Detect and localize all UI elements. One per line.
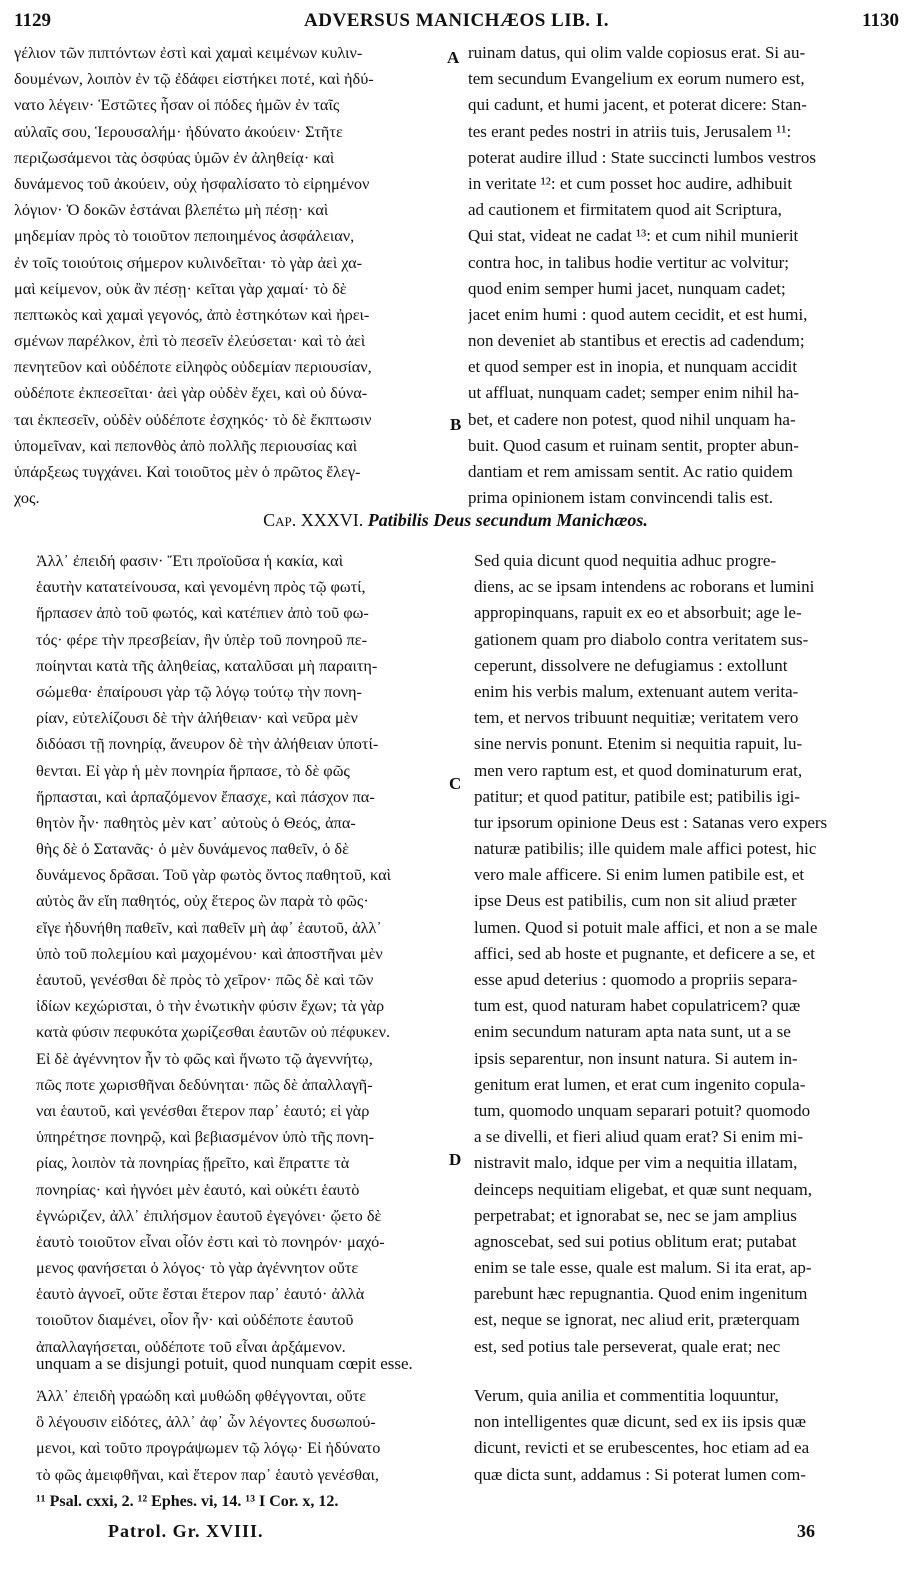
greek-text-line: ὑπὸ τοῦ πολεμίου καὶ μαχομένου· καὶ ἀποστῆναι μὲν	[36, 943, 383, 963]
greek-text-line: ἑαυτὸ ἀγνοεῖ, οὔτε ἔσται ἕτερον παρ᾽ ἑαυτό· ἀλλὰ	[36, 1284, 365, 1304]
latin-text-line: a se divelli, et fieri aliud quam erat? Si enim mi-	[474, 1127, 804, 1147]
greek-text-line: ἐγνώριζεν, ἀλλ᾽ ἐπιλήσμον ἑαυτοῦ ἐγεγόνει· ᾤετο δὲ	[36, 1205, 382, 1225]
greek-text-line: τὸ φῶς ἀμειφθῆναι, καὶ ἕτερον παρ᾽ ἑαυτὸ γενέσθαι,	[36, 1464, 379, 1484]
latin-text-line: tur ipsorum opinione Deus est : Satanas vero expers	[474, 812, 828, 832]
latin-text-line: non intelligentes quæ dicunt, sed ex iis ipsis quæ	[474, 1412, 806, 1432]
latin-text-line: sine nervis ponunt. Etenim si nequitia rapuit, lu-	[474, 734, 803, 754]
greek-text-line: δυνάμενος δρᾶσαι. Τοῦ γὰρ φωτὸς ὄντος παθητοῦ, καὶ	[36, 865, 392, 885]
latin-text-line: naturæ patibilis; ille quidem male affici potest, hic	[474, 839, 817, 859]
latin-text-line: nistravit malo, idque per vim a nequitia illatam,	[474, 1153, 798, 1173]
greek-text-line: ται ἐκπεσεῖν, οὐδὲν οὐδέποτε ἐσχηκός· τὸ δὲ ἔκπτωσιν	[14, 409, 372, 429]
greek-text-line: ποίηνται κατὰ τῆς ἀληθείας, καταλῦσαι μὴ παραιτη-	[36, 655, 378, 675]
greek-text-line: νατο λέγειν· Ἑστῶτες ἦσαν οἱ πόδες ἡμῶν ἐν ταῖς	[14, 95, 340, 115]
greek-text-line: κατὰ φύσιν πεφυκότα χωρίζεσθαι ἑαυτῶν οὐ πέφυκεν.	[36, 1022, 391, 1042]
latin-text-line: ad cautionem et firmitatem quod ait Scriptura,	[468, 200, 782, 220]
latin-text-line: tum est, quod naturam habet copulatricem? quæ	[474, 996, 801, 1016]
bottom-latin-column	[474, 548, 899, 1360]
top-latin-column	[468, 40, 898, 511]
latin-text-line: tum, quomodo unquam separari potuit? quomodo	[474, 1100, 811, 1120]
greek-text-line: σώμεθα· ἐπαίρουσι γὰρ τῷ λόγῳ τούτῳ τὴν πονη-	[36, 681, 362, 701]
latin-text-line: Qui stat, videat ne cadat ¹³: et cum nihil munierit	[468, 226, 799, 246]
greek-text-line: μηδεμίαν πρὸς τὸ τοιοῦτον πεποιημένος ἀσφάλειαν,	[14, 226, 355, 246]
greek-text-line: θενται. Εἰ γὰρ ἡ μὲν πονηρία ἥρπασε, τὸ δὲ φῶς	[36, 760, 350, 780]
greek-text-line: πονηρίας· καὶ ἠγνόει μὲν ἑαυτό, καὶ οὐκέτι ἑαυτὸ	[36, 1179, 360, 1199]
greek-text-line: ρίαν, εὐτελίζουσι δὲ τὴν ἀλήθειαν· καὶ νεῦρα μὲν	[36, 708, 358, 728]
latin-text-line: ipse Deus est patibilis, cum non sit aliud præter	[474, 891, 797, 911]
latin-text-line: affici, sed ab hoste et pugnante, et deficere a se, et	[474, 943, 815, 963]
footer-series: Patrol. Gr. XVIII.	[108, 1521, 264, 1541]
latin-text-line: quæ dicta sunt, addamus : Si poterat lumen com-	[474, 1464, 806, 1484]
latin-text-line: est, neque se ignorat, nec aliud erit, præterquam	[474, 1310, 800, 1330]
greek-text-line: περιζωσάμενοι τὰς ὀσφύας ὑμῶν ἐν ἀληθείᾳ· καὶ	[14, 147, 335, 167]
latin-text-line: ipsis separentur, non insunt natura. Si autem in-	[474, 1048, 798, 1068]
latin-text-line: dantiam et rem amissam sentit. Ac ratio quidem	[468, 462, 793, 481]
latin-text-line: vero male afficere. Si enim lumen patibile est, et	[474, 865, 805, 885]
latin-text-line: prima opinionem istam convincendi talis est.	[468, 488, 773, 508]
latin-text-line: men vero raptum est, et quod dominaturum erat,	[474, 760, 803, 780]
latin-text-line: patitur; et quod patitur, patibile est; patibilis igi-	[474, 786, 801, 806]
latin-text-line: perpetrabat; et ignorabat se, nec se jam amplius	[474, 1205, 797, 1225]
greek-text-line: ἑαυτοῦ, γενέσθαι δὲ πρὸς τὸ χεῖρον· πῶς δὲ καὶ τῶν	[36, 970, 374, 989]
latin-text-line: bet, et cadere non potest, quod nihil unquam ha-	[468, 409, 796, 429]
running-header	[14, 10, 899, 36]
greek-text-line: θητὸν ἦν· παθητὸς μὲν κατ᾽ αὐτοὺς ὁ Θεός, ἀπα-	[36, 812, 356, 832]
latin-text-line: deinceps nequitiam eligebat, et quæ sunt nequam,	[474, 1179, 813, 1199]
latin-text-line: jacet enim humi : quod autem cecidit, et est humi,	[468, 304, 808, 324]
greek-text-line: ὑπάρξεως τυγχάνει. Καὶ τοιοῦτος μὲν ὁ πρῶτος ἔλεγ-	[14, 462, 361, 481]
page-number-right: 1130	[862, 10, 899, 31]
greek-text-line: σμένων παρέλκον, ἐπὶ τὸ πεσεῖν ἐλεύσεται· καὶ τὸ ἀεὶ	[14, 331, 366, 351]
greek-text-line: εἴγε ἠδυνήθη παθεῖν, καὶ παθεῖν μὴ ἀφ᾽ ἑαυτοῦ, ἀλλ᾽	[36, 917, 382, 937]
greek-text-line: δουμένων, λοιπὸν ἐν τῷ ἐδάφει εἱστήκει ποτέ, καὶ ἠδύ-	[14, 69, 374, 89]
chapter-label: Cap. XXXVI.	[263, 510, 364, 530]
greek-text-line: ναι ἑαυτοῦ, καὶ γενέσθαι ἕτερον παρ᾽ ἑαυτό; εἰ γὰρ	[36, 1100, 370, 1120]
greek-text-line: τοιοῦτον διαμένει, οἷον ἦν· καὶ οὐδέποτε ἑαυτοῦ	[36, 1310, 354, 1330]
latin-text-line: tem, et nervos tribuunt nequitiæ; veritatem vero	[474, 708, 799, 728]
greek-text-line: ἥρπασεν ἀπὸ τοῦ φωτός, καὶ κατέπιεν ἀπὸ τοῦ φω-	[36, 603, 369, 623]
latin-text-line: tes erant pedes nostri in atriis tuis, Jerusalem ¹¹:	[468, 121, 792, 141]
latin-text-line: gationem quam pro diabolo contra veritatem sus-	[474, 629, 809, 649]
bottom-greek-column-2	[36, 1383, 466, 1488]
latin-text-line: ruinam datus, qui olim valde copiosus erat. Si au-	[468, 43, 806, 62]
bottom-latin-column-2	[474, 1383, 899, 1488]
greek-text-line: αὐτὸς ἂν εἴη παθητός, οὐχ ἕτερος ὢν παρὰ τὸ φῶς·	[36, 891, 369, 911]
footnotes: ¹¹ Psal. cxxi, 2. ¹² Ephes. vi, 14. ¹³ I Cor. x, 12.	[36, 1493, 339, 1510]
greek-text-line: τός· φέρε τὴν πρεσβείαν, ἣν ὑπὲρ τοῦ πονηροῦ πε-	[36, 629, 368, 649]
greek-text-line: ἀπαλλαγήσεται, οὐδέποτε τοῦ εἶναι ἀρξάμενον.	[36, 1336, 346, 1356]
greek-text-line: ἑαυτὸ τοιοῦτον εἶναι οἷόν ἐστι καὶ τὸ πονηρόν· μαχό-	[36, 1231, 385, 1251]
greek-text-line: ρίας, λοιπὸν τὰ πονηρίας ᾕρεῖτο, καὶ ἔπραττε τὰ	[36, 1153, 350, 1173]
greek-text-line: Ἀλλ᾽ ἐπειδή φασιν· Ἔτι προϊοῦσα ἡ κακία, καὶ	[36, 551, 344, 570]
latin-text-line: parebunt hæc repugnantia. Quod enim ingenitum	[474, 1284, 808, 1304]
greek-text-line: Εἰ δὲ ἀγέννητον ἦν τὸ φῶς καὶ ἥνωτο τῷ ἀγεννήτῳ,	[36, 1048, 373, 1068]
greek-text-line: μενος φανήσεται ὁ λόγος· τὸ γὰρ ἀγέννητον οὔτε	[36, 1258, 359, 1278]
greek-text-line: θὴς δὲ ὁ Σατανᾶς· ὁ μὲν δυνάμενος παθεῖν, ὁ δὲ	[36, 839, 349, 859]
latin-text-line: contra hoc, in talibus hodie vertitur ac volvitur;	[468, 252, 790, 272]
greek-text-line: ὑπομεῖναν, καὶ πεπονθὸς ἀπὸ πολλῆς περιουσίας καὶ	[14, 435, 358, 455]
greek-text-line: ἐν τοῖς τοιούτοις σήμερον κυλινδεῖται· τὸ γὰρ ἀεὶ χα-	[14, 252, 363, 272]
margin-letter-c: C	[449, 774, 462, 793]
latin-text-line: esse apud deterius : quomodo a propriis separa-	[474, 970, 798, 989]
margin-letter-a: A	[447, 48, 460, 67]
greek-text-line: οὐδέποτε ἐκπεσεῖται· ἀεὶ γὰρ οὐδὲν ἔχει, καὶ οὐ δύνα-	[14, 383, 368, 403]
latin-text-line: poterat audire illud : State succincti lumbos vestros	[468, 147, 816, 167]
running-title: ADVERSUS MANICHÆOS LIB. I.	[304, 10, 609, 31]
latin-text-line: ut affluat, nunquam cadet; semper enim nihil ha-	[468, 383, 800, 403]
page-number-left: 1129	[14, 10, 51, 31]
latin-text-line: est, sed potius tale perseverat, quale erat; nec	[474, 1336, 781, 1356]
latin-text-line: tem secundum Evangelium ex eorum numero est,	[468, 69, 805, 89]
greek-text-line: ἥρπασται, καὶ ἁρπαζόμενον ἔπασχε, καὶ πάσχον πα-	[36, 786, 375, 806]
greek-text-line: ὃ λέγουσιν εἰδότες, ἀλλ᾽ ἀφ᾽ ὧν λέγοντες δυσωπού-	[36, 1412, 376, 1432]
greek-text-line: πεπτωκὸς καὶ χαμαὶ γεγονός, ἀπὸ ἑστηκότων καὶ ἠρει-	[14, 304, 370, 324]
latin-text-line: appropinquans, rapuit ex eo et absorbuit; age le-	[474, 603, 802, 623]
latin-text-line: ceperunt, dissolvere ne defugiamus : extollunt	[474, 655, 788, 675]
greek-text-line: ἰδίων κεχώρισται, ὁ τὴν ἑνωτικὴν φύσιν ἔχων; τὰ γὰρ	[36, 996, 385, 1016]
latin-text-line: non deveniet ab stantibus et erectis ad cadendum;	[468, 331, 805, 351]
margin-letter-d: D	[449, 1150, 462, 1169]
latin-text-line: quod enim semper humi jacet, nunquam cadet;	[468, 278, 786, 298]
greek-text-line: χος.	[14, 488, 40, 508]
latin-text-line: dicunt, revicti et se erubescentes, hoc etiam ad ea	[474, 1438, 810, 1458]
latin-text-line: Verum, quia anilia et commentitia loquuntur,	[474, 1386, 779, 1405]
latin-text-line: agnoscebat, sed sui potius oblitum erat; putabat	[474, 1231, 797, 1251]
latin-text-line: lumen. Quod si potuit male affici, et non a se male	[474, 917, 818, 937]
chapter-title: Patibilis Deus secundum Manichæos.	[367, 510, 648, 530]
greek-text-line: μαὶ κείμενον, οὐκ ἂν πέσῃ· κεῖται γὰρ χαμαί· τὸ δὲ	[14, 278, 347, 298]
latin-text-line: enim secundum naturam apta nata sunt, ut a se	[474, 1022, 791, 1042]
greek-text-line: γέλιον τῶν πιπτόντων ἐστὶ καὶ χαμαὶ κειμένων κυλιν-	[14, 43, 363, 62]
top-greek-column	[14, 40, 446, 511]
greek-text-line: ἑαυτὴν κατατείνουσα, καὶ γενομένη πρὸς τῷ φωτί,	[36, 577, 366, 597]
greek-text-line: μενοι, καὶ τοῦτο προγράψωμεν τῷ λόγῳ· Εἰ ἠδύνατο	[36, 1438, 381, 1458]
latin-text-line: enim se tale esse, quale est malum. Si ita erat, ap-	[474, 1258, 812, 1278]
greek-text-line: λόγιον· Ὁ δοκῶν ἑστάναι βλεπέτω μὴ πέσῃ· καὶ	[14, 200, 329, 220]
greek-text-line: Ἀλλ᾽ ἐπειδὴ γραώδη καὶ μυθώδη φθέγγονται, οὔτε	[36, 1386, 367, 1405]
footer-sheet-number: 36	[797, 1521, 815, 1541]
greek-text-line: διδόασι τῇ πονηρίᾳ, ἄνευρον δὲ τὴν ἀλήθειαν ὑποτί-	[36, 734, 379, 754]
greek-text-line: αὐλαῖς σου, Ἱερουσαλήμ· ἠδύνατο ἀκούειν· Στῆτε	[14, 121, 343, 141]
greek-text-line: δυνάμενος τοῦ ἀκούειν, οὐχ ἠσφαλίσατο τὸ εἰρημένον	[14, 173, 370, 193]
latin-text-line: buit. Quod casum et ruinam sentit, propter abun-	[468, 435, 799, 455]
full-width-line: unquam a se disjungi potuit, quod nunquam cœpit esse.	[36, 1354, 413, 1373]
chapter-heading	[0, 510, 911, 531]
latin-text-line: in veritate ¹²: et cum posset hoc audire, adhibuit	[468, 173, 793, 193]
latin-text-line: diens, ac se ipsam intendens ac roborans et lumini	[474, 577, 815, 597]
bottom-greek-column	[36, 548, 466, 1360]
greek-text-line: πῶς ποτε χωρισθῆναι δεδύνηται· πῶς δὲ ἀπαλλαγῆ-	[36, 1074, 373, 1094]
greek-text-line: πενητεῦον καὶ οὐδέποτε εἰληφὸς οὐδεμίαν περιουσίαν,	[14, 357, 372, 377]
latin-text-line: Sed quia dicunt quod nequitia adhuc progre-	[474, 551, 777, 570]
margin-letter-b: B	[450, 415, 462, 434]
greek-text-line: ὑπηρέτησε πονηρῷ, καὶ βεβιασμένον ὑπὸ τῆς πονη-	[36, 1127, 375, 1147]
latin-text-line: enim his verbis malum, extenuant autem verita-	[474, 681, 799, 701]
latin-text-line: genitum erat lumen, et erat cum ingenito copula-	[474, 1074, 806, 1094]
latin-text-line: qui cadunt, et humi jacent, et poterat dicere: Stan-	[468, 95, 807, 115]
latin-text-line: et quod semper est in inopia, et nunquam accidit	[468, 357, 798, 377]
